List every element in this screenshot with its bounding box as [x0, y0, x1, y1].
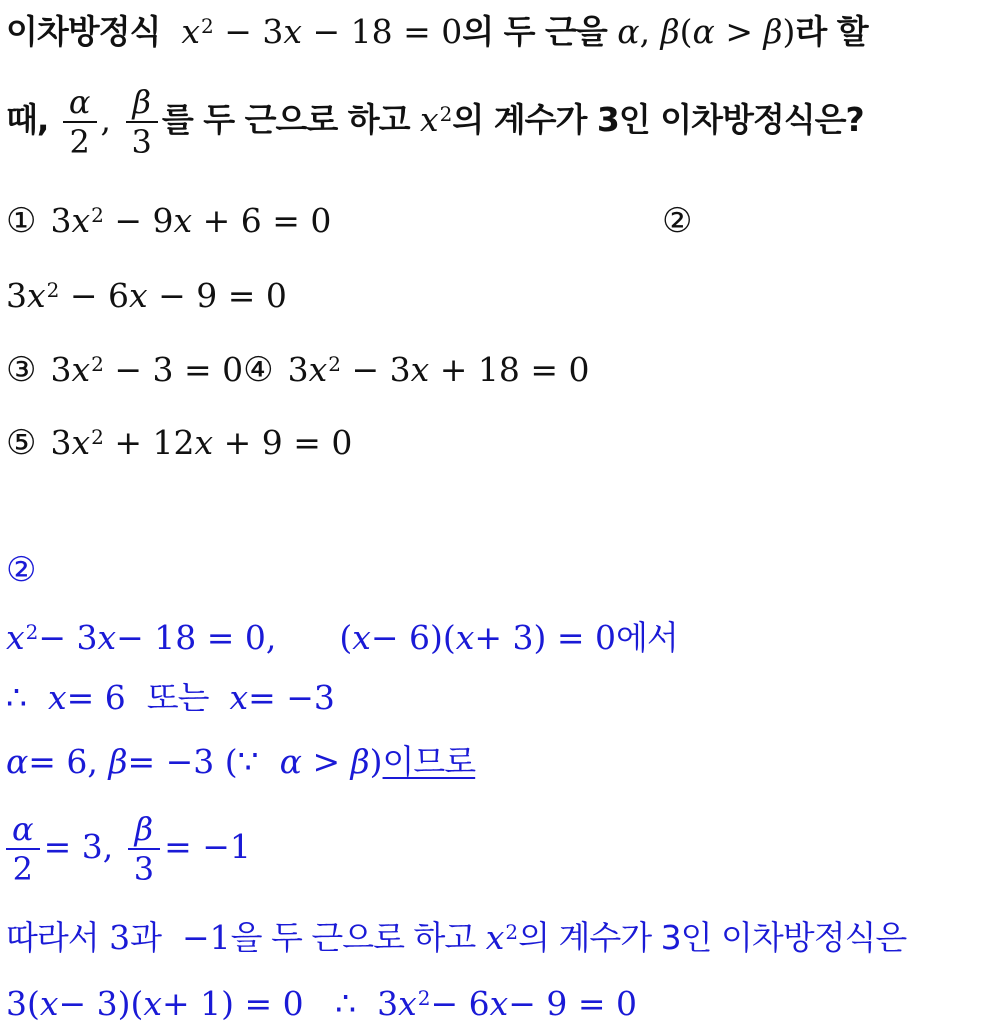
root-condition: α, β(α > β) [617, 12, 796, 51]
fraction-alpha-over-2: $\frac{\alpha}{2}$ [6, 810, 40, 888]
choice-1-equation: $3x^2 - 9x + 6 = 0$ [50, 201, 332, 240]
fraction-beta-over-3: $\frac{\beta}{3}$ [128, 810, 160, 888]
choice-5 [6, 423, 352, 467]
problem-line-2: 때, $\frac{\alpha}{2}$ , $\frac{\beta}{3}$ 를 두 근으로 하고 $x^2$의 계수가 3인 이차방정식은? [6, 82, 864, 161]
choice-2-marker: ② [662, 201, 693, 241]
choice-3-4 [6, 350, 589, 394]
choice-5-marker: ⑤ [6, 423, 37, 463]
answer-marker: ② [6, 550, 37, 590]
equation: $x^2 - 3x - 18 = 0$ [181, 12, 463, 51]
choice-4-marker: ④ [243, 350, 274, 390]
problem-text: 이차방정식 [6, 12, 161, 51]
fraction-beta-over-3: $\frac{\beta}{3}$ [126, 83, 158, 161]
choice-4-equation: $3x^2 - 3x + 18 = 0$ [287, 350, 590, 389]
underlined-text: 이므로 [382, 742, 476, 781]
solution-step-5: 따라서 3과 −1을 두 근으로 하고 $x^2$의 계수가 3인 이차방정식은 [6, 918, 907, 957]
solution-step-6: 3(x− 3)(x+ 1) = 0 ∴ $3x^2- 6x- 9 = 0$ [6, 984, 638, 1023]
problem-text: 라 할 [795, 12, 868, 51]
fraction-alpha-over-2: $\frac{\alpha}{2}$ [63, 83, 97, 161]
problem-text: 를 두 근으로 하고 [161, 100, 410, 139]
problem-line-1 [6, 12, 868, 56]
choice-5-equation: $3x^2 + 12x + 9 = 0$ [50, 423, 353, 462]
choice-3-equation: $3x^2 - 3 = 0$ [50, 350, 244, 389]
choice-1-marker: ① [6, 201, 37, 241]
solution-step-1: $x^2- 3x- 18 = 0$, (x− 6)(x+ 3) = 0에서 [6, 618, 678, 657]
solution-step-3: α= 6, β= −3 (∵ α > β)이므로 [6, 742, 476, 781]
choice-3-marker: ③ [6, 350, 37, 390]
solution-step-4: $\frac{\alpha}{2}$ = 3, $\frac{\beta}{3}$ = −1 [6, 802, 251, 892]
problem-text: 의 계수가 3인 이차방정식은? [452, 100, 864, 139]
problem-text: 의 두 근을 [462, 12, 607, 51]
choice-1 [6, 201, 331, 245]
solution-step-2: ∴ x= 6 또는 x= −3 [6, 678, 335, 717]
choice-2-equation: $3x^2 - 6x - 9 = 0$ [6, 276, 287, 315]
problem-text: 때, [6, 100, 49, 139]
